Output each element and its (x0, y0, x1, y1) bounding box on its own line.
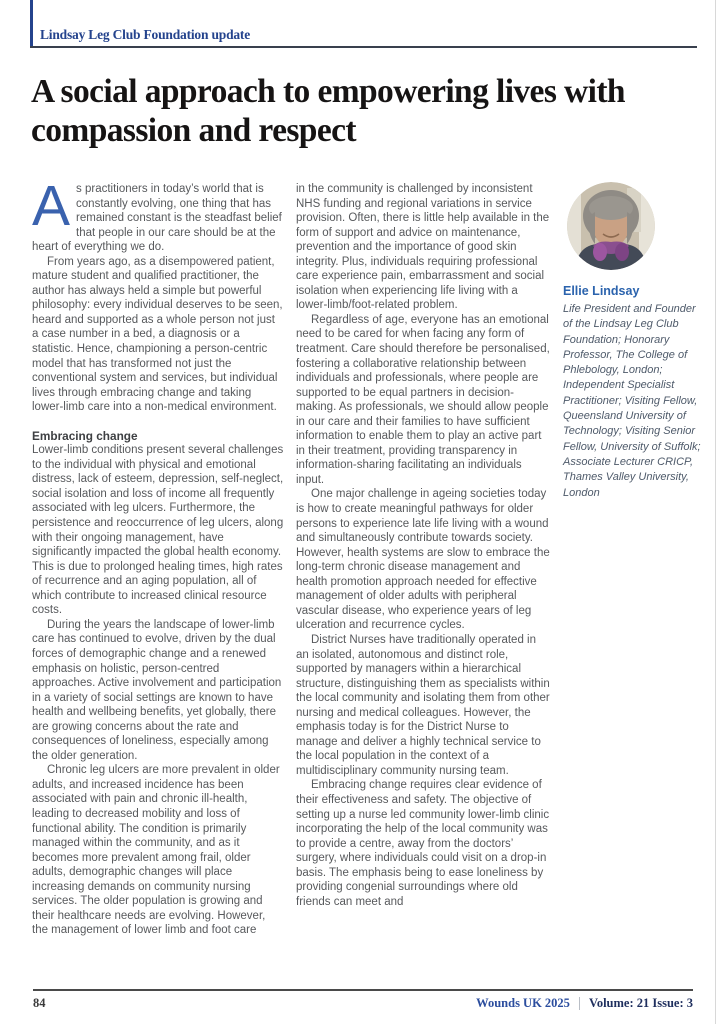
section-heading: Embracing change (32, 428, 138, 443)
paragraph: From years ago, as a disempowered patient, mature student and qualified practitioner, the author has always held a simple but powerful philosophy: every individual deserves to be seen, heard and supported as a whole person not just a case number in a bed, a diagnosis or a statistic. Hence, championing a person-centric model that has transformed not just the conventional system and services, but individual lives through embracing change and taking lower-limb care into a non-medical environment. (32, 255, 283, 414)
paragraph: Chronic leg ulcers are more prevalent in older adults, and increased incidence has been associated with pain and chronic ill-health, leading to decreased mobility and loss of functional ability. The condition is primarily managed within the community, and as it becomes more prevalent among frail, older adults, demographic changes will place increasing demands on community nursing services. The older population is growing and their healthcare needs are evolving. However, the management of lower limb and foot care (32, 764, 280, 937)
intro-paragraph (32, 182, 284, 255)
author-photo-icon (567, 182, 655, 270)
page-scan-edge (715, 0, 716, 1024)
journal-name: Wounds UK 2025 (476, 996, 570, 1010)
paragraph: Embracing change requires clear evidence of their effectiveness and safety. The objective of setting up a nurse led community lower-limb clinic incorporating the help of the local community was to provide a centre, away from the doctors’ surgery, where individuals could visit on a drop-in basis. The emphasis being to ease loneliness by providing congenial surroundings where old friends can meet and (296, 779, 550, 908)
author-name: Ellie Lindsay (563, 284, 640, 298)
header-rule (30, 46, 697, 48)
paragraph: During the years the landscape of lower-limb care has continued to evolve, driven by the dual forces of demographic change and a renewed emphasis on holistic, person-centred approaches. Active involvement and participation in a variety of social settings are known to have health and wellbeing benefits, yet globally, there are growing concerns about the rate and consequences of loneliness, especially among the older generation. (32, 618, 282, 762)
intro-paragraph-text: s practitioners in today’s world that is constantly evolving, one thing that has remained constant is the steadfast belief that people in our care should be at the heart of everything we do. (32, 183, 282, 254)
volume-issue: Volume: 21 Issue: 3 (588, 996, 693, 1010)
page-footer (33, 996, 693, 1011)
text-column-2 (296, 182, 551, 984)
header-accent-bar (30, 0, 33, 46)
paragraph: in the community is challenged by inconsistent NHS funding and regional variations in service provision. Often, there is little help available in the form of support and advice on maintenance, prevention and the importance of good skin integrity. Plus, individuals requiring professional care experience pain, embarrassment and social isolation when experiencing life living with a lower-limb/foot-related problem. (296, 183, 550, 312)
paragraph: One major challenge in ageing societies today is how to create meaningful pathways for older persons to experience late life living with a wound and simultaneously contribute towards society. However, health systems are slow to embrace the long-term chronic disease management and health promotion approach needed for effective management of older adults with peripheral vascular disease, who experience years of leg ulceration and recurrence cycles. (296, 488, 550, 632)
author-bio: Life President and Founder of the Lindsay Leg Club Foundation; Honorary Professor, The College of Phlebology, London; Independent Specialist Practitioner; Visiting Fellow, Queensland University of Technology; Visiting Senior Fellow, University of Suffolk; Associate Lecturer CRICP, Thames Valley University, London (563, 303, 701, 499)
dropcap-letter: A (32, 182, 71, 238)
footer-rule (33, 989, 693, 991)
page-number: 84 (33, 996, 46, 1010)
article-title: A social approach to empowering lives with compassion and respect (31, 73, 625, 149)
footer-journal-info (476, 996, 693, 1011)
paragraph: District Nurses have traditionally operated in an isolated, autonomous and distinct role, supported by managers within a hierarchical structure, distinguishing them as specialists within the local community and isolating them from other nursing and medical colleagues. However, the emphasis today is for the District Nurse to manage and deliver a highly technical service to the local population in the context of a multidisciplinary community nursing team. (296, 633, 550, 777)
text-column-1 (32, 182, 284, 984)
section-eyebrow: Lindsay Leg Club Foundation update (40, 27, 251, 42)
paragraph: Lower-limb conditions present several challenges to the individual with physical and emotional distress, lack of esteem, depression, self-neglect, social isolation and loss of income all frequently associated with leg ulcers. Furthermore, the persistence and reoccurrence of leg ulcers, along with their ongoing management, have significantly impacted the global health economy. This is due to prolonged healing times, high rates of recurrence and an aging population, all of which contribute to increased clinical resource costs. (32, 444, 284, 617)
paragraph: Regardless of age, everyone has an emotional need to be cared for when facing any form of treatment. Care should therefore be personalised, fostering a collaborative relationship between individuals and professionals, where people are supported to be equal partners in decision-making. As professionals, we should allow people in our care and their families to have sufficient information to enable them to play an active part in their treatment, providing transparency in information-sharing facilitating an individuals input. (296, 313, 550, 486)
footer-divider (579, 997, 580, 1010)
article-body (32, 182, 703, 984)
author-sidebar (563, 182, 703, 984)
